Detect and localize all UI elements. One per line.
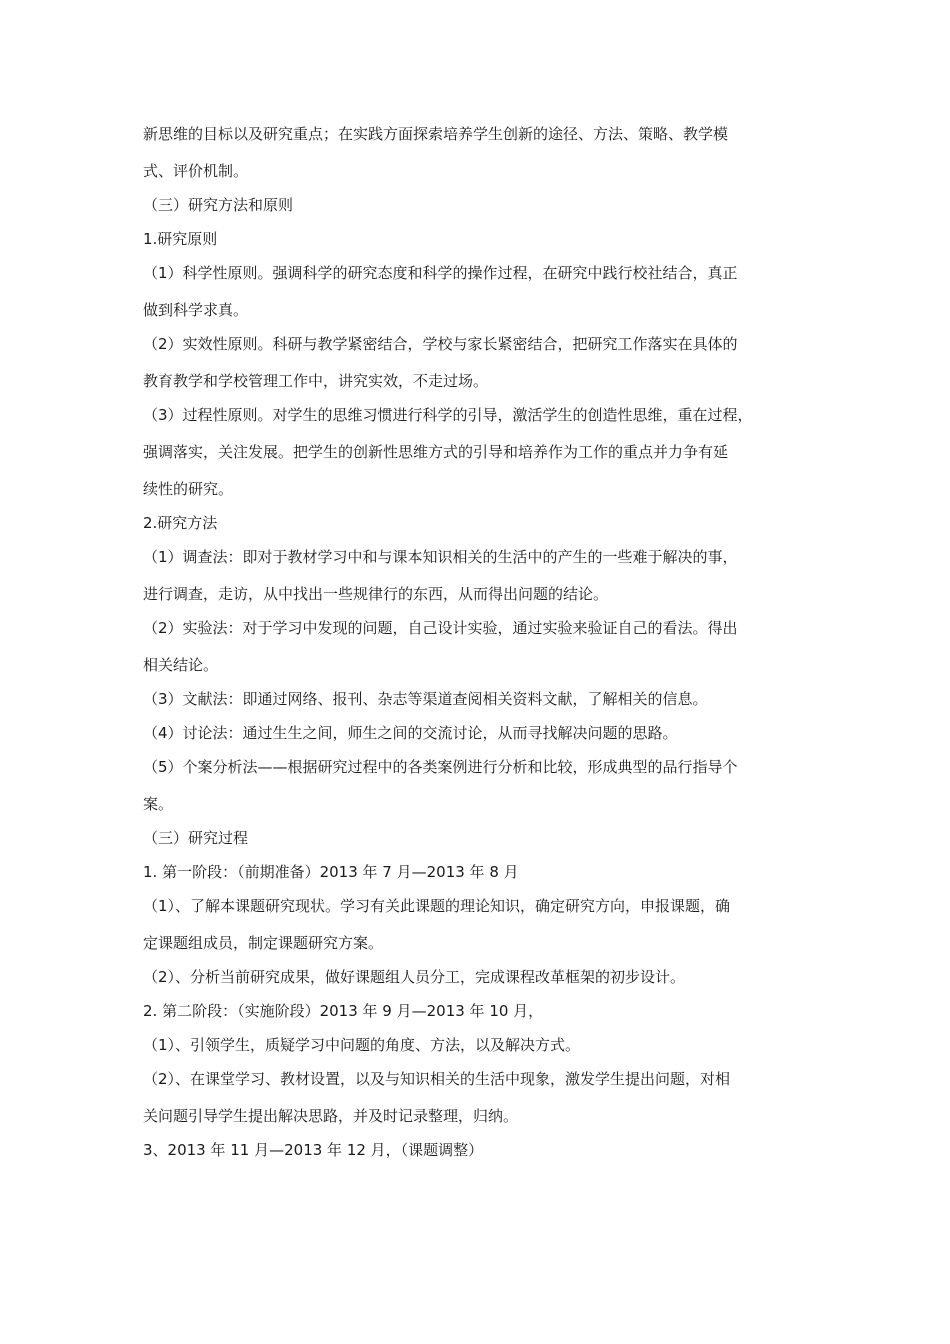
paragraph-line: （2）实效性原则。科研与教学紧密结合，学校与家长紧密结合，把研究工作落实在具体的 <box>143 335 738 353</box>
paragraph-line: （1）、引领学生，质疑学习中问题的角度、方法，以及解决方式。 <box>143 1036 581 1054</box>
paragraph-line: 做到科学求真。 <box>143 301 249 319</box>
paragraph-line: 强调落实，关注发展。把学生的创新性思维方式的引导和培养作为工作的重点并力争有延 <box>143 443 729 461</box>
paragraph-line: （5）个案分析法——根据研究过程中的各类案例进行分析和比较，形成典型的品行指导个 <box>143 758 738 776</box>
paragraph-line: （2）实验法：对于学习中发现的问题，自己设计实验，通过实验来验证自己的看法。得出 <box>143 619 738 637</box>
paragraph-line: 新思维的目标以及研究重点；在实践方面探索培养学生创新的途径、方法、策略、教学模 <box>143 125 729 143</box>
paragraph-line: 教育教学和学校管理工作中，讲究实效，不走过场。 <box>143 372 489 390</box>
subsection-heading: 1.研究原则 <box>143 230 218 248</box>
paragraph-line: （4）讨论法：通过生生之间，师生之间的交流讨论，从而寻找解决问题的思路。 <box>143 724 678 742</box>
paragraph-line: （3）文献法：即通过网络、报刊、杂志等渠道查阅相关资料文献，了解相关的信息。 <box>143 690 708 708</box>
paragraph-line: 进行调查，走访，从中找出一些规律行的东西，从而得出问题的结论。 <box>143 585 609 603</box>
paragraph-line: （1）、了解本课题研究现状。学习有关此课题的理论知识，确定研究方向，申报课题，确 <box>143 897 731 915</box>
subsection-heading: 2.研究方法 <box>143 514 218 532</box>
paragraph-line: 式、评价机制。 <box>143 162 249 180</box>
section-heading: （三）研究方法和原则 <box>143 196 294 214</box>
paragraph-line: 关问题引导学生提出解决思路，并及时记录整理，归纳。 <box>143 1107 519 1125</box>
paragraph-line: 定课题组成员，制定课题研究方案。 <box>143 934 384 952</box>
section-heading: （三）研究过程 <box>143 829 249 847</box>
subsection-heading: 2. 第二阶段：（实施阶段）2013 年 9 月—2013 年 10 月， <box>143 1002 544 1020</box>
paragraph-line: （2）、分析当前研究成果，做好课题组人员分工，完成课程改革框架的初步设计。 <box>143 968 686 986</box>
paragraph-line: 相关结论。 <box>143 656 219 674</box>
subsection-heading: 1. 第一阶段：（前期准备）2013 年 7 月—2013 年 8 月 <box>143 863 519 881</box>
subsection-heading: 3、2013 年 11 月—2013 年 12 月，（课题调整） <box>143 1141 484 1159</box>
paragraph-line: （1）科学性原则。强调科学的研究态度和科学的操作过程，在研究中践行校社结合，真正 <box>143 264 738 282</box>
paragraph-line: （1）调查法：即对于教材学习中和与课本知识相关的生活中的产生的一些难于解决的事， <box>143 548 738 566</box>
paragraph-line: （2）、在课堂学习、教材设置，以及与知识相关的生活中现象，激发学生提出问题，对相 <box>143 1070 731 1088</box>
paragraph-line: （3）过程性原则。对学生的思维习惯进行科学的引导，激活学生的创造性思维，重在过程， <box>143 406 753 424</box>
document-body <box>143 124 823 1160</box>
paragraph-line: 案。 <box>143 795 174 813</box>
paragraph-line: 续性的研究。 <box>143 480 234 498</box>
